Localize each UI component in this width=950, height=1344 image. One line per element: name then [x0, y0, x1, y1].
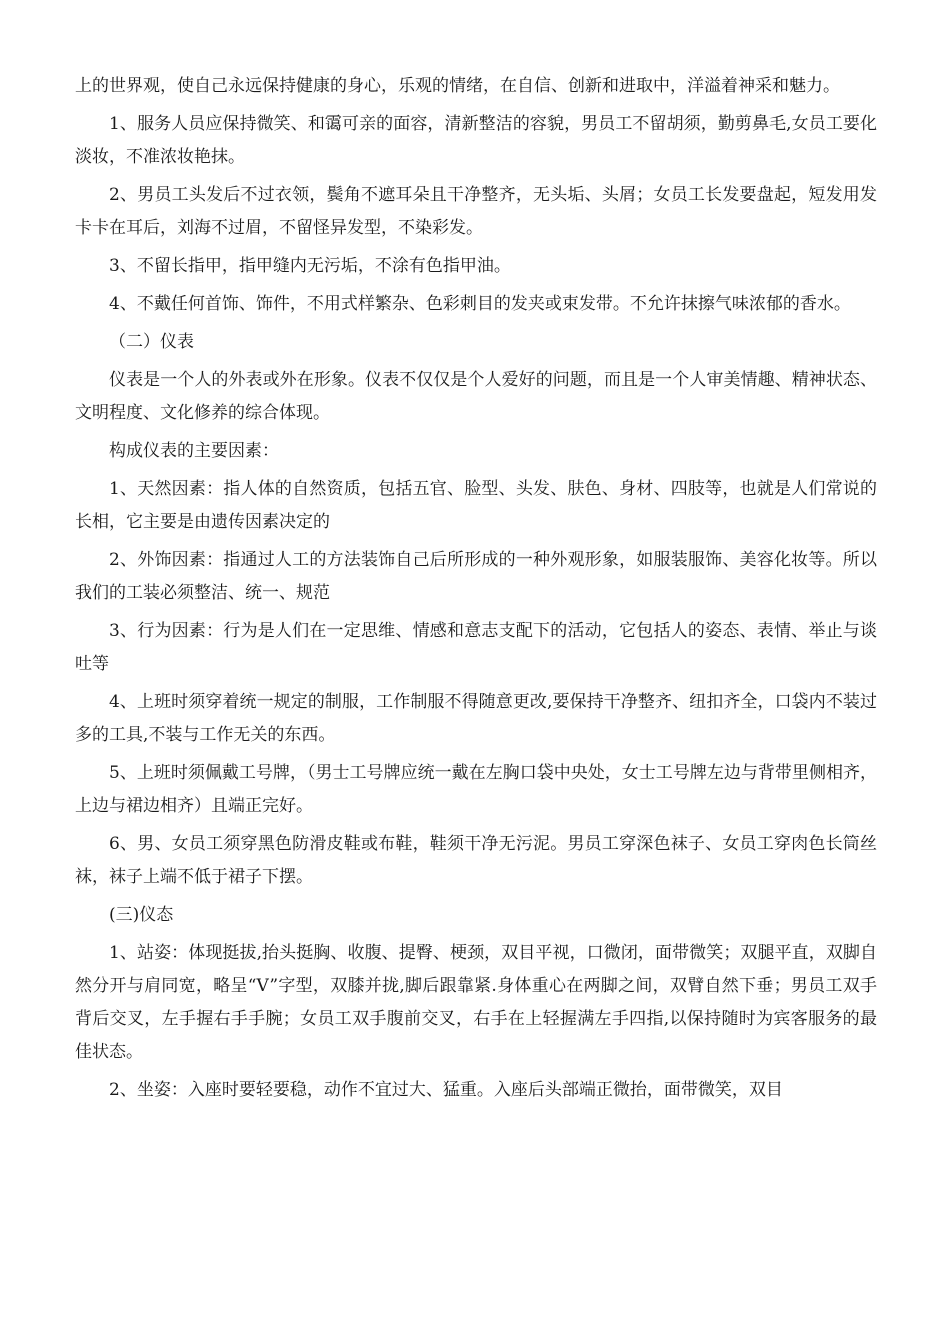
- paragraph-factor-decoration: 2、外饰因素：指通过人工的方法装饰自己后所形成的一种外观形象，如服装服饰、美容化妆等。所以我们的工装必须整洁、统一、规范: [75, 550, 877, 603]
- paragraph-uniform-rule: 4、上班时须穿着统一规定的制服，工作制服不得随意更改,要保持干净整齐、纽扣齐全，口袋内不装过多的工具,不装与工作无关的东西。: [75, 692, 877, 745]
- paragraph-intro-continuation: 上的世界观，使自己永远保持健康的身心，乐观的情绪，在自信、创新和进取中，洋溢着神采和魅力。: [75, 76, 840, 96]
- section-heading-grooming: （二）仪表: [109, 332, 194, 352]
- paragraph-appearance-rule-4: 4、不戴任何首饰、饰件，不用式样繁杂、色彩刺目的发夹或束发带。不允许抹擦气味浓郁的香水。: [109, 294, 851, 314]
- paragraph-factor-natural: 1、天然因素：指人体的自然资质，包括五官、脸型、头发、肤色、身材、四肢等，也就是人们常说的长相，它主要是由遗传因素决定的: [75, 479, 877, 532]
- paragraph-appearance-rule-2: 2、男员工头发后不过衣领，鬓角不遮耳朵且干净整齐，无头垢、头屑；女员工长发要盘起，短发用发卡卡在耳后，刘海不过眉，不留怪异发型，不染彩发。: [75, 185, 877, 238]
- paragraph-grooming-definition: 仪表是一个人的外表或外在形象。仪表不仅仅是个人爱好的问题，而且是一个人审美情趣、精神状态、文明程度、文化修养的综合体现。: [75, 370, 877, 423]
- paragraph-factor-behavior: 3、行为因素：行为是人们在一定思维、情感和意志支配下的活动，它包括人的姿态、表情、举止与谈吐等: [75, 621, 877, 674]
- paragraph-appearance-rule-3: 3、不留长指甲，指甲缝内无污垢，不涂有色指甲油。: [109, 256, 511, 276]
- paragraph-sitting-posture: 2、坐姿：入座时要轻要稳，动作不宜过大、猛重。入座后头部端正微抬，面带微笑，双目: [109, 1080, 783, 1100]
- paragraph-grooming-factors-intro: 构成仪表的主要因素：: [109, 441, 279, 461]
- paragraph-standing-posture: 1、站姿：体现挺拔,抬头挺胸、收腹、提臀、梗颈，双目平视，口微闭，面带微笑；双腿平直，双脚自然分开与肩同宽，略呈“V”字型，双膝并拢,脚后跟靠紧.身体重心在两脚之间，双臂自然下垂；男员工双手背后交叉，左手握右手手腕；女员工双手腹前交叉，右手在上轻握满左手四指,以保持随时为宾客服务的最佳状态。: [75, 943, 877, 1062]
- paragraph-shoes-rule: 6、男、女员工须穿黑色防滑皮鞋或布鞋，鞋须干净无污泥。男员工穿深色袜子、女员工穿肉色长筒丝袜，袜子上端不低于裙子下摆。: [75, 834, 877, 887]
- document-page: [75, 70, 877, 1112]
- paragraph-badge-rule: 5、上班时须佩戴工号牌，（男士工号牌应统一戴在左胸口袋中央处，女士工号牌左边与背带里侧相齐，上边与裙边相齐）且端正完好。: [75, 763, 877, 816]
- paragraph-appearance-rule-1: 1、服务人员应保持微笑、和霭可亲的面容，清新整洁的容貌，男员工不留胡须，勤剪鼻毛,女员工要化淡妆，不准浓妆艳抹。: [75, 114, 877, 167]
- section-heading-posture: (三)仪态: [109, 905, 174, 925]
